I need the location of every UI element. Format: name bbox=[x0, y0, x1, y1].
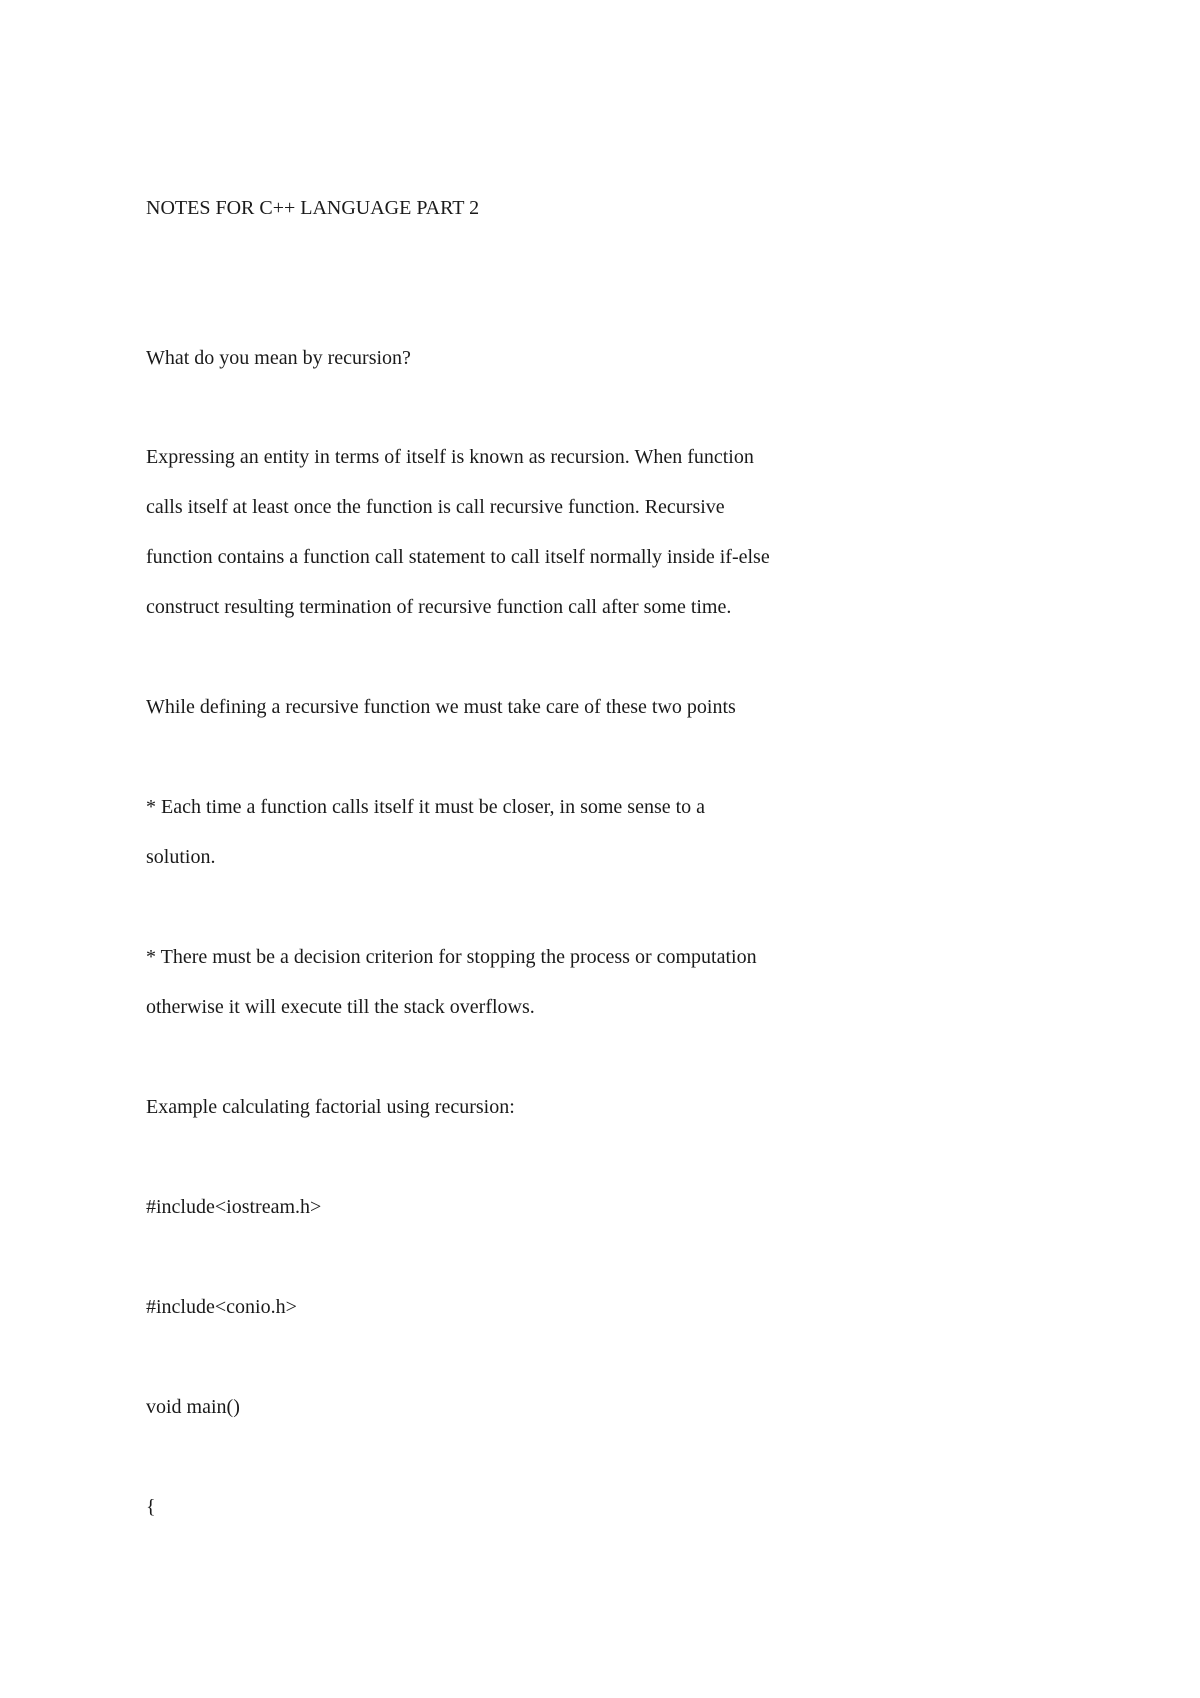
question-heading: What do you mean by recursion? bbox=[146, 347, 411, 369]
bullet-line: solution. bbox=[146, 846, 216, 868]
paragraph-line: function contains a function call statement to call itself normally inside if-else bbox=[146, 546, 770, 568]
paragraph-line: construct resulting termination of recursive function call after some time. bbox=[146, 596, 732, 618]
example-heading: Example calculating factorial using recursion: bbox=[146, 1096, 515, 1118]
points-intro-paragraph: While defining a recursive function we must take care of these two points bbox=[146, 696, 736, 718]
bullet-line: * There must be a decision criterion for stopping the process or computation bbox=[146, 946, 757, 968]
bullet-line: otherwise it will execute till the stack overflows. bbox=[146, 996, 535, 1018]
paragraph-line: Expressing an entity in terms of itself is known as recursion. When function bbox=[146, 446, 754, 468]
code-line: { bbox=[146, 1496, 156, 1518]
paragraph-line: calls itself at least once the function is call recursive function. Recursive bbox=[146, 496, 725, 518]
code-line: #include<conio.h> bbox=[146, 1296, 297, 1318]
code-line: void main() bbox=[146, 1396, 240, 1418]
bullet-line: * Each time a function calls itself it must be closer, in some sense to a bbox=[146, 796, 706, 818]
code-line: #include<iostream.h> bbox=[146, 1196, 322, 1218]
document-title: NOTES FOR C++ LANGUAGE PART 2 bbox=[146, 197, 480, 219]
